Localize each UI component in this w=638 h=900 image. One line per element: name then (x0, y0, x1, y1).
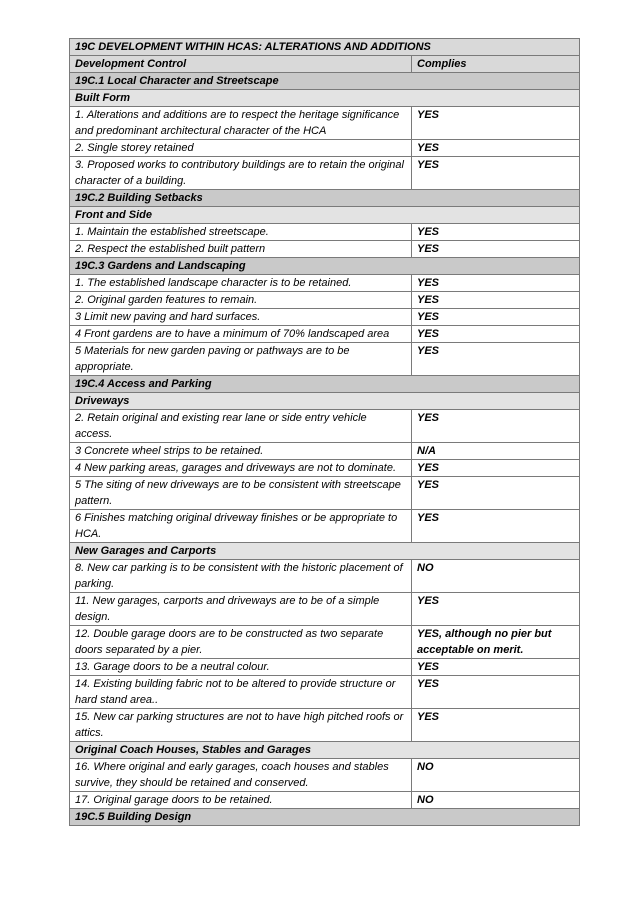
table-row (70, 241, 580, 258)
complies-value: YES (412, 659, 580, 676)
complies-value: NO (412, 560, 580, 593)
table-title: 19C DEVELOPMENT WITHIN HCAS: ALTERATIONS AND ADDITIONS (70, 39, 580, 56)
section-heading-row (70, 73, 580, 90)
control-text: 13. Garage doors to be a neutral colour. (70, 659, 412, 676)
table-row (70, 443, 580, 460)
table-row (70, 140, 580, 157)
table-row (70, 460, 580, 477)
table-row (70, 659, 580, 676)
subsection-heading-row (70, 90, 580, 107)
control-text: 14. Existing building fabric not to be altered to provide structure or hard stand area.. (70, 676, 412, 709)
complies-value: YES (412, 224, 580, 241)
table-row (70, 477, 580, 510)
complies-value: YES (412, 309, 580, 326)
control-text: 2. Original garden features to remain. (70, 292, 412, 309)
section-heading-row (70, 809, 580, 826)
complies-value: YES (412, 241, 580, 258)
complies-value: YES (412, 140, 580, 157)
control-text: 5 Materials for new garden paving or pathways are to be appropriate. (70, 343, 412, 376)
table-row (70, 224, 580, 241)
control-text: 4 New parking areas, garages and driveways are not to dominate. (70, 460, 412, 477)
table-row (70, 709, 580, 742)
control-text: 8. New car parking is to be consistent with the historic placement of parking. (70, 560, 412, 593)
complies-value: YES (412, 676, 580, 709)
complies-value: YES (412, 460, 580, 477)
control-text: 11. New garages, carports and driveways are to be of a simple design. (70, 593, 412, 626)
control-text: 17. Original garage doors to be retained. (70, 792, 412, 809)
subsection-heading: Front and Side (70, 207, 580, 224)
complies-value: YES (412, 510, 580, 543)
control-text: 2. Retain original and existing rear lane or side entry vehicle access. (70, 410, 412, 443)
section-heading-row (70, 376, 580, 393)
control-text: 2. Respect the established built pattern (70, 241, 412, 258)
control-text: 1. Alterations and additions are to respect the heritage significance and predominant architectural character of the HCA (70, 107, 412, 140)
complies-value: YES (412, 410, 580, 443)
table-row (70, 676, 580, 709)
subsection-heading: Built Form (70, 90, 580, 107)
control-text: 2. Single storey retained (70, 140, 412, 157)
complies-value: YES (412, 107, 580, 140)
table-row (70, 560, 580, 593)
complies-value: YES (412, 157, 580, 190)
subsection-heading: Driveways (70, 393, 580, 410)
complies-value: YES (412, 593, 580, 626)
control-text: 5 The siting of new driveways are to be consistent with streetscape pattern. (70, 477, 412, 510)
control-text: 4 Front gardens are to have a minimum of 70% landscaped area (70, 326, 412, 343)
complies-value: N/A (412, 443, 580, 460)
table-row (70, 410, 580, 443)
control-text: 12. Double garage doors are to be constructed as two separate doors separated by a pier. (70, 626, 412, 659)
control-text: 3. Proposed works to contributory buildings are to retain the original character of a building. (70, 157, 412, 190)
section-heading-row (70, 190, 580, 207)
complies-value: NO (412, 759, 580, 792)
complies-value: YES (412, 275, 580, 292)
table-body (70, 39, 580, 826)
table-row (70, 326, 580, 343)
table-title-row (70, 39, 580, 56)
subsection-heading: Original Coach Houses, Stables and Garages (70, 742, 580, 759)
control-text: 1. The established landscape character is to be retained. (70, 275, 412, 292)
section-heading: 19C.2 Building Setbacks (70, 190, 580, 207)
table-row (70, 626, 580, 659)
table-row (70, 759, 580, 792)
complies-value: YES (412, 477, 580, 510)
complies-value: NO (412, 792, 580, 809)
complies-value: YES, although no pier but acceptable on merit. (412, 626, 580, 659)
table-row (70, 593, 580, 626)
section-heading: 19C.5 Building Design (70, 809, 580, 826)
complies-value: YES (412, 343, 580, 376)
control-text: 3 Concrete wheel strips to be retained. (70, 443, 412, 460)
column-header-complies: Complies (412, 56, 580, 73)
section-heading: 19C.3 Gardens and Landscaping (70, 258, 580, 275)
control-text: 6 Finishes matching original driveway finishes or be appropriate to HCA. (70, 510, 412, 543)
control-text: 16. Where original and early garages, coach houses and stables survive, they should be retained and conserved. (70, 759, 412, 792)
subsection-heading-row (70, 207, 580, 224)
column-header-control: Development Control (70, 56, 412, 73)
section-heading-row (70, 258, 580, 275)
section-heading: 19C.4 Access and Parking (70, 376, 580, 393)
control-text: 15. New car parking structures are not to have high pitched roofs or attics. (70, 709, 412, 742)
subsection-heading-row (70, 742, 580, 759)
table-row (70, 343, 580, 376)
subsection-heading-row (70, 393, 580, 410)
table-row (70, 792, 580, 809)
table-row (70, 309, 580, 326)
development-control-table (69, 38, 580, 826)
table-row (70, 292, 580, 309)
subsection-heading-row (70, 543, 580, 560)
subsection-heading: New Garages and Carports (70, 543, 580, 560)
complies-value: YES (412, 292, 580, 309)
control-text: 1. Maintain the established streetscape. (70, 224, 412, 241)
table-row (70, 275, 580, 292)
complies-value: YES (412, 326, 580, 343)
section-heading: 19C.1 Local Character and Streetscape (70, 73, 580, 90)
control-text: 3 Limit new paving and hard surfaces. (70, 309, 412, 326)
table-row (70, 107, 580, 140)
column-header-row (70, 56, 580, 73)
complies-value: YES (412, 709, 580, 742)
table-row (70, 157, 580, 190)
table-row (70, 510, 580, 543)
